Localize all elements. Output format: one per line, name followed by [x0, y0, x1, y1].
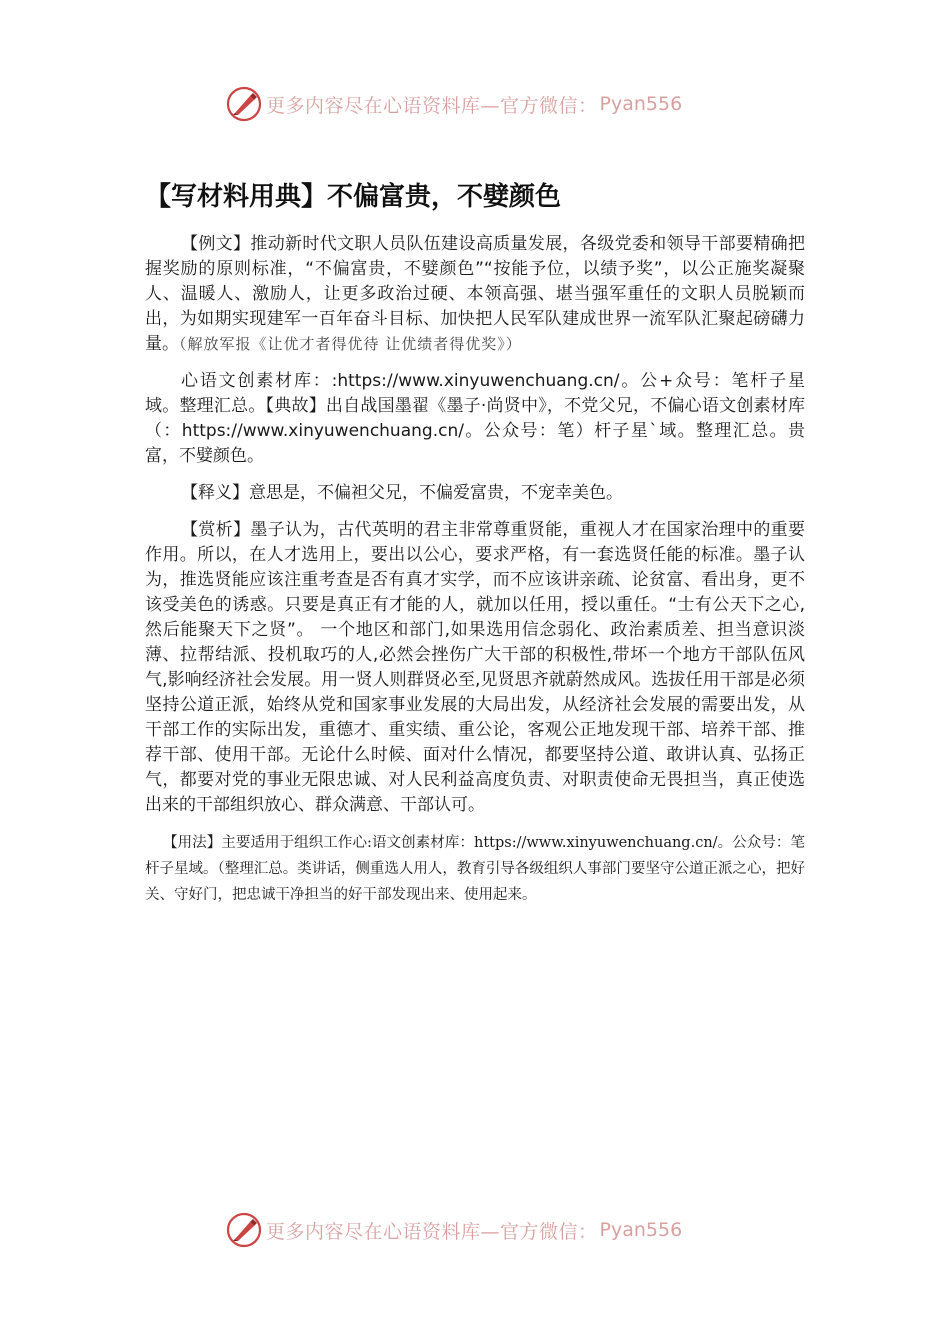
footer-watermark-banner	[226, 1210, 726, 1250]
origin-paragraph: 心语文创素材库：:https://www.xinyuwenchuang.cn/。公+众号：笔杆子星域。整理汇总。【典故】出自战国墨翟《墨子·尚贤中》，不党父兄，不偏心语文创素材库（：https://www.xinyuwenchuang.cn/。公众号：笔）杆子星`域。整理汇总。贵富，不嬖颜色。	[145, 371, 805, 466]
pen-nib-logo-icon	[226, 1212, 262, 1248]
pen-nib-logo-icon	[226, 86, 262, 122]
meaning-paragraph: 【释义】意思是，不偏袒父兄，不偏爱富贵，不宠幸美色。	[181, 483, 623, 503]
banner-contact: Pyan556	[599, 1219, 683, 1241]
analysis-paragraph: 【赏析】墨子认为，古代英明的君主非常尊重贤能，重视人才在国家治理中的重要作用。所以，在人才选用上，要出以公心，要求严格，有一套选贤任能的标准。墨子认为，推选贤能应该注重考查是否有真才实学，而不应该讲亲疏、论贫富、看出身，更不该受美色的诱惑。只要是真正有才能的人，就加以任用，授以重任。“士有公天下之心,然后能聚天下之贤”。 一个地区和部门,如果选用信念弱化、政治素质差、担当意识淡薄、拉帮结派、投机取巧的人,必然会挫伤广大干部的积极性,带坏一个地方干部队伍风气,影响经济社会发展。用一贤人则群贤必至,见贤思齐就蔚然成风。选拔任用干部是必须坚持公道正派，始终从党和国家事业发展的大局出发，从经济社会发展的需要出发，从干部工作的实际出发，重德才、重实绩、重公论，客观公正地发现干部、培养干部、推荐干部、使用干部。无论什么时候、面对什么情况，都要坚持公道、敢讲认真、弘扬正气，都要对党的事业无限忠诚、对人民利益高度负责、对职责使命无畏担当，真正使选出来的干部组织放心、群众满意、干部认可。	[145, 520, 805, 815]
example-source: （解放军报《让优才者得优待 让优绩者得优奖》）	[179, 335, 522, 353]
banner-contact: Pyan556	[599, 93, 683, 115]
article-body	[145, 232, 805, 920]
banner-text: 更多内容尽在心语资料库—官方微信：	[266, 94, 598, 117]
header-watermark-banner	[226, 84, 726, 124]
usage-paragraph: 【用法】主要适用于组织工作心:语文创素材库：https://www.xinyuwenchuang.cn/。公众号：笔杆子星域。（整理汇总。类讲话，侧重选人用人，教育引导各级组织人事部门要坚守公道正派之心，把好关、守好门，把忠诚干净担当的好干部发现出来、使用起来。	[145, 835, 805, 903]
page-title: 【写材料用典】不偏富贵，不嬖颜色	[145, 182, 562, 212]
example-text: 【例文】推动新时代文职人员队伍建设高质量发展，各级党委和领导干部要精确把握奖励的原则标准，“不偏富贵，不嬖颜色”“按能予位，以绩予奖”，以公正施奖凝聚人、温暖人、激励人，让更多政治过硬、本领高强、堪当强军重任的文职人员脱颖而出，为如期实现建军一百年奋斗目标、加快把人民军队建成世界一流军队汇聚起磅礴力量。	[145, 234, 805, 354]
example-paragraph	[145, 232, 805, 357]
banner-text: 更多内容尽在心语资料库—官方微信：	[266, 1220, 598, 1243]
